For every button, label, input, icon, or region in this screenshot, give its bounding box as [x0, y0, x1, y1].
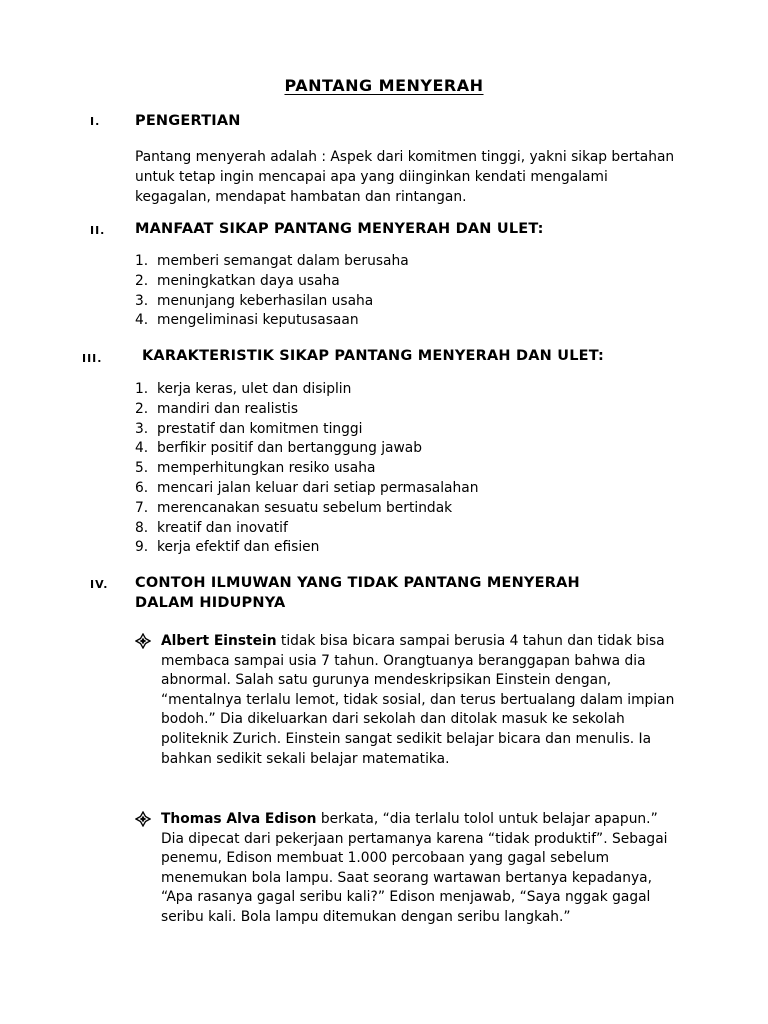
example-edison-text: Thomas Alva Edison berkata, “dia terlalu tolol untuk belajar apapun.” Dia dipecat dari pekerjaan pertamanya karena “tidak produktif”. Sebagai penemu, Edison membuat 1.000 percobaan yang gagal sebelum menemukan bola lampu. Saat seorang wartawan bertanya kepadanya, “Apa rasanya gagal seribu kali?” Edison menjawab, “Saya nggak gagal seribu kali. Bola lampu ditemukan dengan seribu langkah.” — [161, 811, 668, 925]
diamond-bullet-icon — [135, 633, 151, 649]
list-item: 6. mencari jalan keluar dari setiap permasalahan — [135, 479, 479, 496]
section-4-numeral: IV. — [90, 578, 109, 591]
section-1-heading: PENGERTIAN — [135, 113, 241, 129]
page-title: PANTANG MENYERAH — [284, 76, 484, 95]
list-item: 5. memperhitungkan resiko usaha — [135, 460, 376, 477]
list-item: 4. mengeliminasi keputusasaan — [135, 312, 359, 329]
section-1-numeral: I. — [90, 115, 101, 128]
list-item: 3. menunjang keberhasilan usaha — [135, 292, 374, 309]
example-einstein-text: Albert Einstein tidak bisa bicara sampai berusia 4 tahun dan tidak bisa membaca sampai usia 7 tahun. Orangtuanya beranggapan bahwa dia abnormal. Salah satu gurunya mendeskripsikan Einstein dengan, “mentalnya terlalu lemot, tidak sosial, dan terus bertualang dalam impian bodoh.” Dia dikeluarkan dari sekolah dan ditolak masuk ke sekolah politeknik Zurich. Einstein sangat sedikit belajar bicara dan menulis. Ia bahkan sedikit sekali belajar matematika. — [161, 633, 675, 767]
section-1-body: Pantang menyerah adalah : Aspek dari komitmen tinggi, yakni sikap bertahan untuk tetap ingin mencapai apa yang diinginkan kendati mengalami kegagalan, mendapat hambatan dan rintangan. — [135, 149, 675, 205]
list-item: 1. memberi semangat dalam berusaha — [135, 253, 409, 269]
list-item: 8. kreatif dan inovatif — [135, 519, 288, 536]
list-item: 3. prestatif dan komitmen tinggi — [135, 420, 363, 437]
section-2-list — [135, 252, 409, 331]
diamond-bullet-icon — [135, 811, 151, 827]
list-item: 1. kerja keras, ulet dan disiplin — [135, 381, 352, 397]
list-item: 2. mandiri dan realistis — [135, 400, 299, 417]
section-2-heading: MANFAAT SIKAP PANTANG MENYERAH DAN ULET: — [135, 221, 544, 237]
section-4-heading-line-2: DALAM HIDUPNYA — [135, 595, 286, 611]
section-3-heading: KARAKTERISTIK SIKAP PANTANG MENYERAH DAN ULET: — [142, 348, 605, 364]
list-item: 7. merencanakan sesuatu sebelum bertindak — [135, 499, 453, 516]
list-item: 2. meningkatkan daya usaha — [135, 272, 340, 289]
section-2-numeral: II. — [90, 224, 106, 237]
example-edison — [135, 810, 680, 928]
list-item: 4. berfikir positif dan bertanggung jawab — [135, 440, 422, 457]
example-einstein-name: Albert Einstein — [161, 633, 277, 649]
example-edison-name: Thomas Alva Edison — [161, 811, 317, 827]
example-einstein — [135, 632, 680, 769]
section-4-heading — [135, 573, 580, 613]
section-4-heading-line-1: CONTOH ILMUWAN YANG TIDAK PANTANG MENYERAH — [135, 575, 580, 591]
list-item: 9. kerja efektif dan efisien — [135, 539, 320, 556]
section-3-list — [135, 380, 478, 558]
section-3-numeral: III. — [82, 352, 103, 365]
